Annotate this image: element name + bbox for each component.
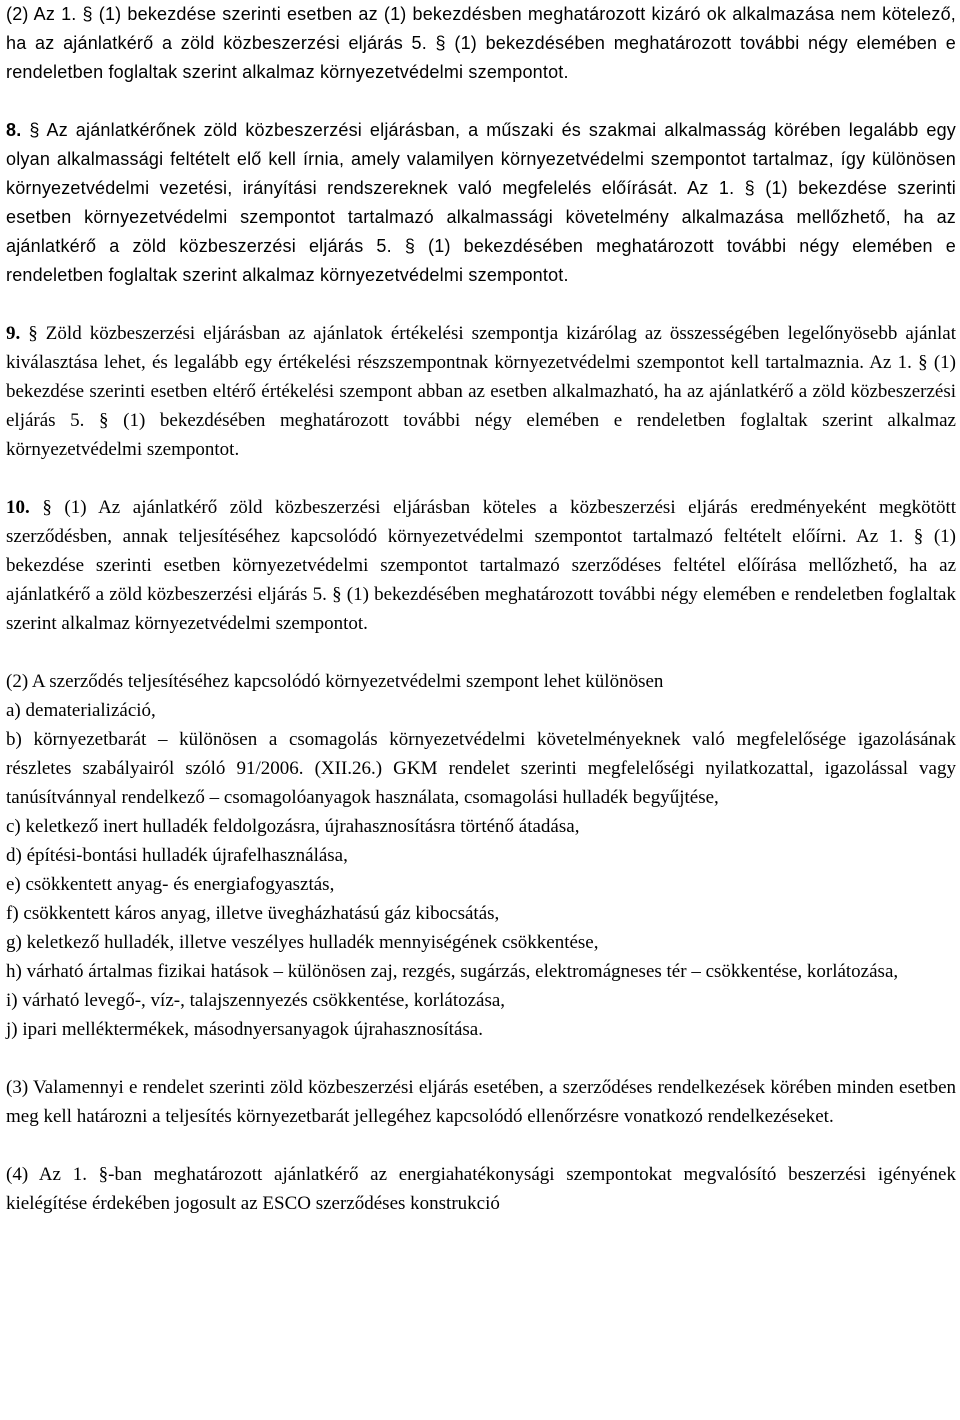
list-item: h) várható ártalmas fizikai hatások – különösen zaj, rezgés, sugárzás, elektromágneses tér – csökkentése, korlátozása, xyxy=(6,961,899,982)
list-item: a) dematerializáció, xyxy=(6,700,156,721)
document-page xyxy=(6,0,956,1218)
section-10-2-intro: (2) A szerződés teljesítéséhez kapcsolódó környezetvédelmi szempont lehet különösen xyxy=(6,671,664,692)
spacer xyxy=(6,1044,956,1073)
list-item: e) csökkentett anyag- és energiafogyasztás, xyxy=(6,874,335,895)
section-10-4: (4) Az 1. §-ban meghatározott ajánlatkérő az energiahatékonysági szempontokat megvalósító beszerzési igényének kielégítése érdekében jogosult az ESCO szerződéses konstrukció xyxy=(6,1164,956,1214)
list-item: f) csökkentett káros anyag, illetve üvegházhatású gáz kibocsátás, xyxy=(6,903,500,924)
spacer xyxy=(6,87,956,116)
list-item: d) építési-bontási hulladék újrafelhasználása, xyxy=(6,845,348,866)
section-10-3: (3) Valamennyi e rendelet szerinti zöld közbeszerzési eljárás esetében, a szerződéses rendelkezések körében minden esetben meg kell határozni a teljesítés környezetbarát jellegéhez kapcsolódó ellenőrzésre vonatkozó rendelkezéseket. xyxy=(6,1077,956,1127)
spacer xyxy=(6,638,956,667)
section-8-text: § Az ajánlatkérőnek zöld közbeszerzési eljárásban, a műszaki és szakmai alkalmasság körében legalább egy olyan alkalmassági feltételt elő kell írnia, amely valamilyen környezetvédelmi szempontot tartalmaz, így különösen környezetvédelmi vezetési, irányítási rendszereknek való megfelelés előírását. Az 1. § (1) bekezdése szerinti esetben környezetvédelmi szempontot tartalmazó alkalmassági követelmény alkalmazása mellőzhető, ha az ajánlatkérő a zöld közbeszerzési eljárás 5. § (1) bekezdésében meghatározott további négy elemében e rendeletben foglaltak szerint alkalmaz környezetvédelmi szempontot. xyxy=(6,120,956,285)
section-9-number: 9. xyxy=(6,323,21,344)
spacer xyxy=(6,1131,956,1160)
section-9-text: § Zöld közbeszerzési eljárásban az ajánlatok értékelési szempontja kizárólag az összességében legelőnyösebb ajánlat kiválasztása lehet, és legalább egy értékelési részszempontnak környezetvédelmi szempontot kell tartalmaznia. Az 1. § (1) bekezdése szerinti esetben eltérő értékelési szempont abban az esetben alkalmazható, ha az ajánlatkérő a zöld közbeszerzési eljárás 5. § (1) bekezdésében meghatározott további négy elemében e rendeletben foglaltak szerint alkalmaz környezetvédelmi szempontot. xyxy=(6,323,956,460)
section-10-text: § (1) Az ajánlatkérő zöld közbeszerzési eljárásban köteles a közbeszerzési eljárás eredményeként megkötött szerződésben, annak teljesítéséhez kapcsolódó környezetvédelmi szempontot tartalmazó feltételt előírni. Az 1. § (1) bekezdése szerinti esetben környezetvédelmi szempontot tartalmazó szerződéses feltétel előírása mellőzhető, ha az ajánlatkérő a zöld közbeszerzési eljárás 5. § (1) bekezdésében meghatározott további négy elemében e rendeletben foglaltak szerint alkalmaz környezetvédelmi szempontot. xyxy=(6,497,956,634)
section-8 xyxy=(6,116,956,290)
spacer xyxy=(6,464,956,493)
list-item: g) keletkező hulladék, illetve veszélyes hulladék mennyiségének csökkentése, xyxy=(6,932,599,953)
section-10-2-list xyxy=(6,696,956,1044)
list-item: b) környezetbarát – különösen a csomagolás környezetvédelmi követelményeknek való megfelelősége igazolásának részletes szabályairól szóló 91/2006. (XII.26.) GKM rendelet szerinti megfelelőségi nyilatkozattal, igazolással vagy tanúsítvánnyal rendelkező – csomagolóanyagok használata, csomagolási hulladék begyűjtése, xyxy=(6,729,956,808)
paragraph-7-2: (2) Az 1. § (1) bekezdése szerinti esetben az (1) bekezdésben meghatározott kizáró ok alkalmazása nem kötelező, ha az ajánlatkérő a zöld közbeszerzési eljárás 5. § (1) bekezdésében meghatározott további négy elemében e rendeletben foglaltak szerint alkalmaz környezetvédelmi szempontot. xyxy=(6,4,956,82)
section-9 xyxy=(6,319,956,464)
list-item: i) várható levegő-, víz-, talajszennyezés csökkentése, korlátozása, xyxy=(6,990,506,1011)
list-item: c) keletkező inert hulladék feldolgozásra, újrahasznosításra történő átadása, xyxy=(6,816,580,837)
section-10-number: 10. xyxy=(6,497,30,518)
section-8-number: 8. xyxy=(6,120,22,140)
spacer xyxy=(6,290,956,319)
list-item: j) ipari melléktermékek, másodnyersanyagok újrahasznosítása. xyxy=(6,1019,483,1040)
section-10-1 xyxy=(6,493,956,638)
